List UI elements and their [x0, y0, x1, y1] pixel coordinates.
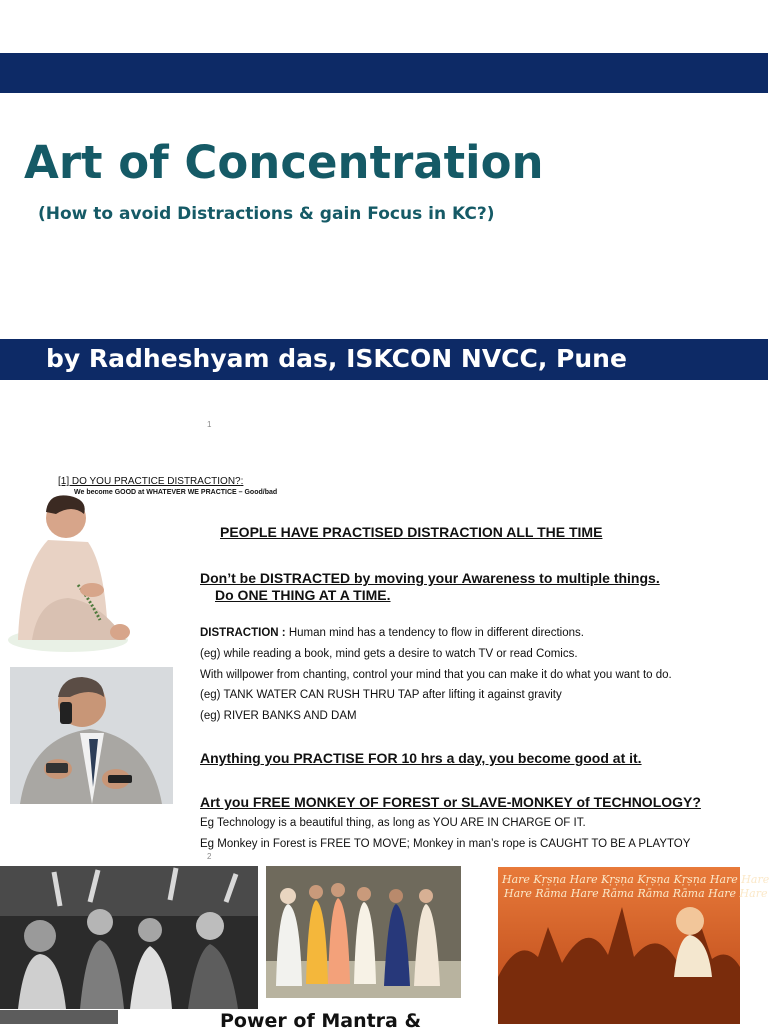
slide-title: Art of Concentration	[24, 136, 544, 189]
heading-practise-10-hrs: Anything you PRACTISE FOR 10 hrs a day, you become good at it.	[200, 750, 642, 766]
slide3-caption: Power of Mantra &	[220, 1010, 422, 1032]
poster-mantra-line1: Hare Kṛṣṇa Hare Kṛṣṇa Kṛṣṇa Kṛṣṇa Hare Hare	[502, 873, 769, 886]
distraction-definition	[200, 627, 584, 639]
body-line-monkey: Eg Monkey in Forest is FREE TO MOVE; Monkey in man’s rope is CAUGHT TO BE A PLAYTOY	[200, 838, 691, 850]
author-line: by Radheshyam das, ISKCON NVCC, Pune	[46, 344, 627, 373]
partial-bottom-image	[0, 1010, 118, 1024]
kirtan-poster-image	[498, 867, 769, 1024]
kirtan-crowd-image	[0, 866, 258, 1009]
slide-subtitle: (How to avoid Distractions & gain Focus in KC?)	[38, 204, 495, 224]
businessman-image	[10, 667, 173, 804]
distraction-text: Human mind has a tendency to flow in different directions.	[288, 627, 584, 639]
heading-one-thing: Do ONE THING AT A TIME.	[215, 587, 391, 603]
heading-practised-distraction: PEOPLE HAVE PRACTISED DISTRACTION ALL THE TIME	[220, 524, 603, 540]
body-line: (eg) RIVER BANKS AND DAM	[200, 710, 357, 722]
chanting-man-image	[8, 490, 134, 650]
section-subtitle: We become GOOD at WHATEVER WE PRACTICE – Good/bad	[74, 489, 278, 496]
devotees-group-image	[266, 866, 461, 998]
heading-dont-be-distracted: Don’t be DISTRACTED by moving your Awareness to multiple things.	[200, 570, 660, 586]
distraction-label: DISTRACTION :	[200, 627, 286, 639]
body-line: (eg) TANK WATER CAN RUSH THRU TAP after lifting it against gravity	[200, 689, 562, 701]
section-title	[58, 476, 243, 487]
page-number-2: 2	[207, 852, 212, 861]
poster-mantra-line2: Hare Rāma Hare Rāma Rāma Rāma Hare Hare	[504, 887, 768, 900]
body-line: With willpower from chanting, control your mind that you can make it do what you want to do.	[200, 669, 672, 681]
top-banner	[0, 53, 768, 93]
body-line-technology: Eg Technology is a beautiful thing, as long as YOU ARE IN CHARGE OF IT.	[200, 817, 586, 829]
section-title-text: [1] DO YOU PRACTICE DISTRACTION?	[58, 476, 241, 487]
section-title-suffix: :	[240, 476, 244, 487]
page-number: 1	[207, 420, 212, 429]
body-line: (eg) while reading a book, mind gets a desire to watch TV or read Comics.	[200, 648, 578, 660]
heading-free-monkey: Art you FREE MONKEY OF FOREST or SLAVE-MONKEY of TECHNOLOGY?	[200, 794, 701, 810]
